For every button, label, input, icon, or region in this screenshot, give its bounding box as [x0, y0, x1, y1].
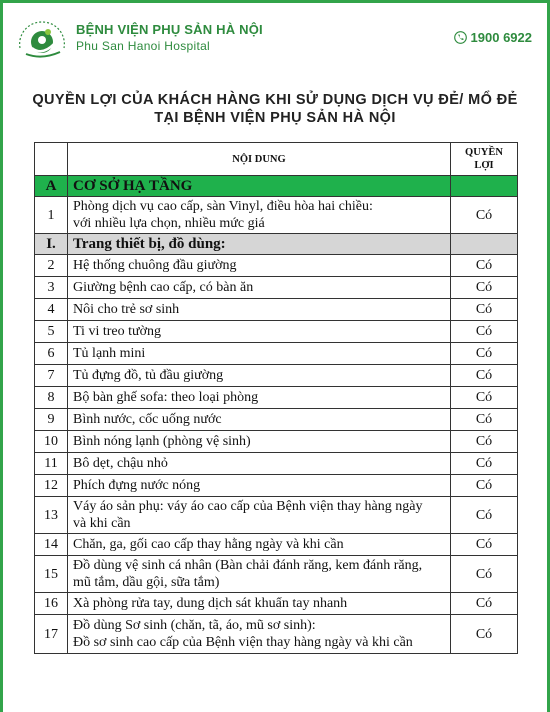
table-row: [35, 534, 518, 556]
phone-icon: [454, 31, 467, 44]
row-benefit-value: Có: [451, 475, 518, 497]
table-row: [35, 321, 518, 343]
row-number: 13: [35, 497, 68, 534]
table-row: [35, 615, 518, 654]
row-content: [68, 409, 451, 431]
row-content: [68, 343, 451, 365]
row-number: 11: [35, 453, 68, 475]
row-content-line1: Hệ thống chuông đầu giường: [73, 258, 237, 273]
table-row: [35, 409, 518, 431]
section-i-label: Trang thiết bị, đồ dùng:: [68, 234, 451, 255]
row-number: 14: [35, 534, 68, 556]
row-benefit-value: Có: [451, 615, 518, 654]
row-number: 10: [35, 431, 68, 453]
row-number: 1: [35, 197, 68, 234]
row-content: [68, 497, 451, 534]
table-row: [35, 277, 518, 299]
row-benefit-value: Có: [451, 409, 518, 431]
hospital-name-en: Phu San Hanoi Hospital: [76, 39, 211, 53]
row-content: [68, 321, 451, 343]
header-right-cell: [451, 143, 518, 176]
table-row: [35, 431, 518, 453]
header-right-line1: QUYỀN: [465, 147, 503, 158]
row-content: [68, 365, 451, 387]
row-content-line1: Bộ bàn ghế sofa: theo loại phòng: [73, 390, 259, 405]
row-content: [68, 431, 451, 453]
row-number: 12: [35, 475, 68, 497]
row-content-line1: Nôi cho trẻ sơ sinh: [73, 302, 180, 317]
row-content-line1: Tủ lạnh mini: [73, 346, 146, 361]
row-number: 9: [35, 409, 68, 431]
row-content: [68, 534, 451, 556]
row-content: [68, 593, 451, 615]
row-content-line1: Chăn, ga, gối cao cấp thay hằng ngày và khi cần: [73, 537, 344, 552]
row-content-line1: Bình nóng lạnh (phòng vệ sinh): [73, 434, 251, 449]
row-benefit-value: Có: [451, 343, 518, 365]
row-number: 4: [35, 299, 68, 321]
row-content-line1: Đồ dùng vệ sinh cá nhân (Bàn chải đánh răng, kem đánh răng,: [73, 558, 423, 573]
row-benefit-value: Có: [451, 431, 518, 453]
row-content: [68, 255, 451, 277]
row-content: [68, 277, 451, 299]
row-number: 7: [35, 365, 68, 387]
row-content-line1: Ti vi treo tường: [73, 324, 161, 339]
table-row: [35, 299, 518, 321]
row-content: [68, 475, 451, 497]
row-benefit-value: Có: [451, 387, 518, 409]
row-content: [68, 615, 451, 654]
header-content-cell: NỘI DUNG: [68, 143, 451, 176]
page-header: [14, 16, 536, 60]
row-content-line2: và khi cần: [73, 516, 131, 531]
row-number: 8: [35, 387, 68, 409]
hotline[interactable]: [454, 30, 532, 45]
row-number: 17: [35, 615, 68, 654]
row-benefit-value: Có: [451, 593, 518, 615]
row-benefit-value: Có: [451, 365, 518, 387]
table-row: [35, 453, 518, 475]
row-number: 5: [35, 321, 68, 343]
row-number: 3: [35, 277, 68, 299]
row-content-line1: Bô dẹt, chậu nhỏ: [73, 456, 168, 471]
section-a-row: [35, 176, 518, 197]
header-right-line2: LỢI: [474, 160, 494, 171]
row-content-line1: Phích đựng nước nóng: [73, 478, 201, 493]
hospital-logo: [14, 18, 70, 58]
page-title-line2: TẠI BỆNH VIỆN PHỤ SẢN HÀ NỘI: [154, 110, 396, 126]
row-benefit-value: Có: [451, 299, 518, 321]
row-benefit-value: Có: [451, 556, 518, 593]
hotline-number: 1900 6922: [470, 30, 532, 45]
row-content: [68, 387, 451, 409]
row-benefit-value: Có: [451, 453, 518, 475]
section-a-right: [451, 176, 518, 197]
row-content-line1: Bình nước, cốc uống nước: [73, 412, 222, 427]
row-content-line1: Đồ dùng Sơ sinh (chăn, tã, áo, mũ sơ sinh):: [73, 618, 316, 633]
table-row: [35, 343, 518, 365]
row-benefit-value: Có: [451, 534, 518, 556]
table-row: [35, 365, 518, 387]
row-number: 6: [35, 343, 68, 365]
header-no-cell: [35, 143, 68, 176]
row-content-line2: với nhiều lựa chọn, nhiều mức giá: [73, 216, 265, 231]
table-row: [35, 556, 518, 593]
row-number: 2: [35, 255, 68, 277]
row-benefit-value: Có: [451, 255, 518, 277]
row-content-line1: Xà phòng rửa tay, dung dịch sát khuẩn tay nhanh: [73, 596, 348, 611]
page-title-line1: QUYỀN LỢI CỦA KHÁCH HÀNG KHI SỬ DỤNG DỊCH VỤ ĐẺ/ MỔ ĐẺ: [32, 92, 518, 108]
row-benefit-value: Có: [451, 197, 518, 234]
section-a-label: CƠ SỞ HẠ TẦNG: [68, 176, 451, 197]
section-i-right: [451, 234, 518, 255]
row-benefit-value: Có: [451, 497, 518, 534]
row-content-line1: Váy áo sản phụ: váy áo cao cấp của Bệnh viện thay hàng ngày: [73, 499, 423, 514]
row-content: [68, 556, 451, 593]
table-row: [35, 593, 518, 615]
table-row: [35, 197, 518, 234]
table-row: [35, 387, 518, 409]
table-row: [35, 255, 518, 277]
row-content: [68, 299, 451, 321]
row-number: 16: [35, 593, 68, 615]
benefits-table: [34, 142, 518, 654]
row-content-line1: Tủ đựng đồ, tủ đầu giường: [73, 368, 224, 383]
section-i-no: I.: [35, 234, 68, 255]
row-content-line2: Đồ sơ sinh cao cấp của Bệnh viện thay hàng ngày và khi cần: [73, 635, 413, 650]
row-content: [68, 453, 451, 475]
row-content-line2: mũ tắm, dầu gội, sữa tắm): [73, 575, 220, 590]
table-header-row: [35, 143, 518, 176]
section-i-row: [35, 234, 518, 255]
row-content-line1: Phòng dịch vụ cao cấp, sàn Vinyl, điều hòa hai chiều:: [73, 199, 373, 214]
hospital-name: BỆNH VIỆN PHỤ SẢN HÀ NỘI: [76, 22, 263, 37]
row-number: 15: [35, 556, 68, 593]
section-a-no: A: [35, 176, 68, 197]
row-benefit-value: Có: [451, 277, 518, 299]
row-content-line1: Giường bệnh cao cấp, có bàn ăn: [73, 280, 254, 295]
table-row: [35, 475, 518, 497]
table-row: [35, 497, 518, 534]
row-content: [68, 197, 451, 234]
row-benefit-value: Có: [451, 321, 518, 343]
